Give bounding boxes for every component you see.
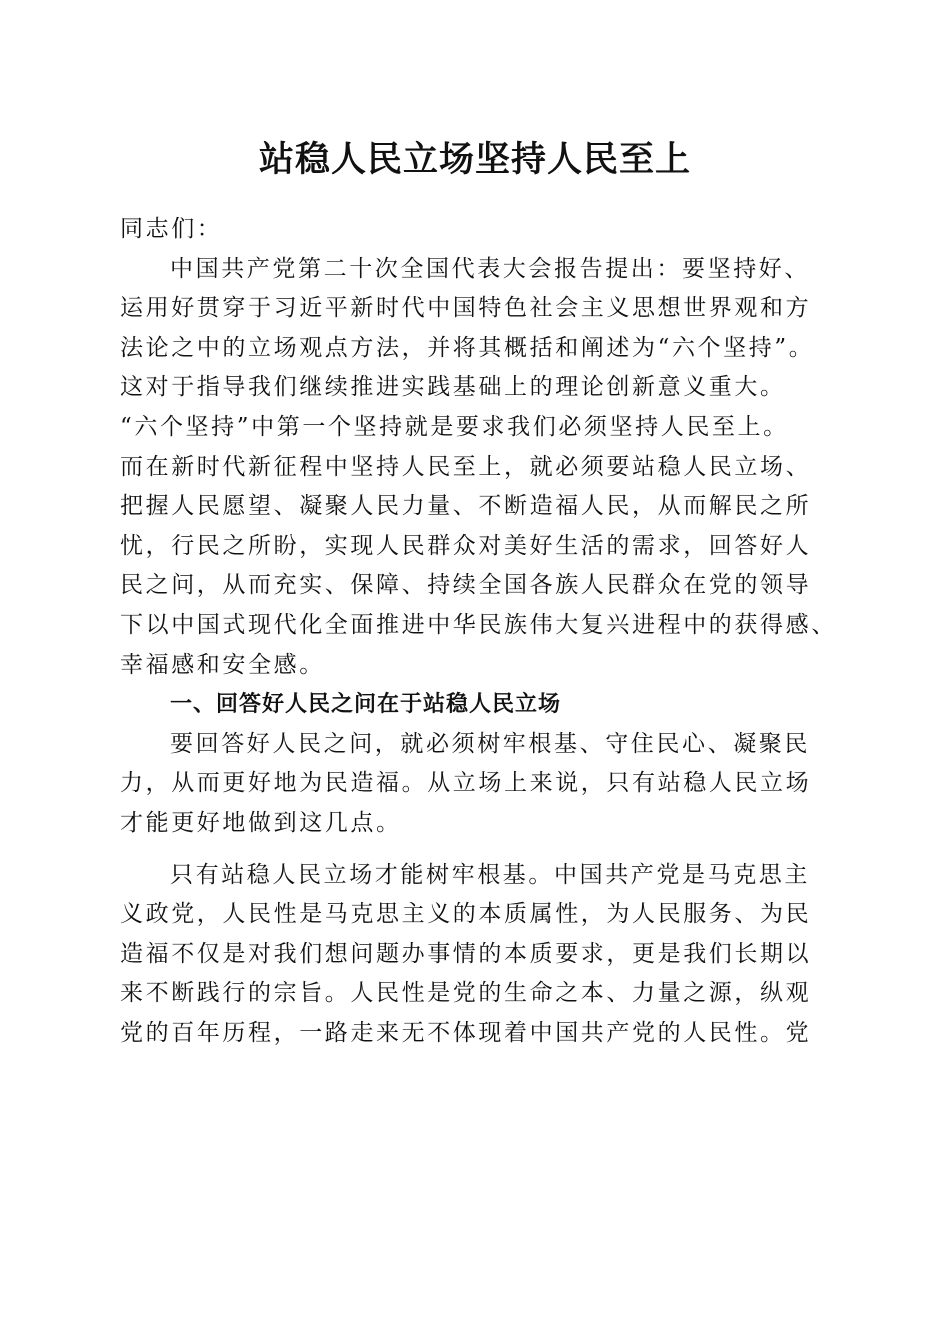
- paragraph-gap: [120, 844, 840, 856]
- paragraph-line: 幸福感和安全感。: [120, 651, 325, 678]
- paragraph-line: 中国共产党第二十次全国代表大会报告提出：要坚持好、: [170, 255, 810, 282]
- paragraph-line: 造福不仅是对我们想问题办事情的本质要求，更是我们长期以: [120, 940, 812, 967]
- paragraph-line: 下以中国式现代化全面推进中华民族伟大复兴进程中的获得感、: [120, 611, 837, 638]
- paragraph-line: 这对于指导我们继续推进实践基础上的理论创新意义重大。: [120, 374, 786, 401]
- paragraph-line: 只有站稳人民立场才能树牢根基。中国共产党是马克思主: [170, 861, 810, 888]
- paragraph-line: 运用好贯穿于习近平新时代中国特色社会主义思想世界观和方: [120, 295, 812, 322]
- paragraph-line: 力，从而更好地为民造福。从立场上来说，只有站稳人民立场: [120, 770, 812, 797]
- salutation: 同志们：: [120, 216, 223, 242]
- paragraph-line: 要回答好人民之问，就必须树牢根基、守住民心、凝聚民: [170, 730, 810, 757]
- intro-paragraph: [120, 250, 840, 686]
- paragraph-line: 而在新时代新征程中坚持人民至上，就必须要站稳人民立场、: [120, 453, 812, 480]
- paragraph-line: 义政党，人民性是马克思主义的本质属性，为人民服务、为民: [120, 901, 812, 928]
- section-heading: 一、回答好人民之问在于站稳人民立场: [170, 692, 562, 718]
- paragraph-line: 来不断践行的宗旨。人民性是党的生命之本、力量之源，纵观: [120, 980, 812, 1007]
- paragraph-line: 法论之中的立场观点方法，并将其概括和阐述为“六个坚持”。: [120, 334, 815, 361]
- paragraph-line: 把握人民愿望、凝聚人民力量、不断造福人民，从而解民之所: [120, 493, 812, 520]
- paragraph-line: 党的百年历程，一路走来无不体现着中国共产党的人民性。党: [120, 1019, 812, 1046]
- document-body: [120, 210, 840, 1053]
- section1-paragraph-2: [120, 856, 840, 1054]
- paragraph-line: 民之问，从而充实、保障、持续全国各族人民群众在党的领导: [120, 572, 812, 599]
- paragraph-line: 才能更好地做到这几点。: [120, 809, 402, 836]
- paragraph-line: 忧，行民之所盼，实现人民群众对美好生活的需求，回答好人: [120, 532, 812, 559]
- paragraph-line: “六个坚持”中第一个坚持就是要求我们必须坚持人民至上。: [120, 413, 789, 440]
- document-title: 站稳人民立场坚持人民至上: [258, 139, 691, 180]
- section1-paragraph-1: [120, 725, 840, 844]
